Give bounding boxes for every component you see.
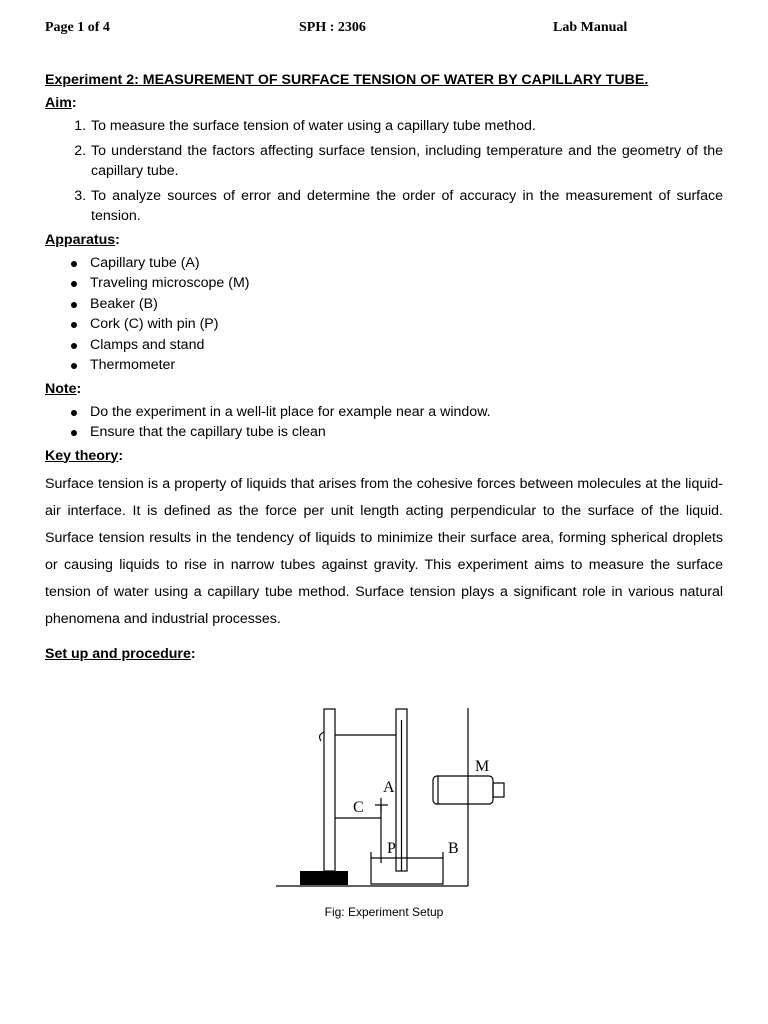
theory-paragraph: Surface tension is a property of liquids that arises from the cohesive forces between molecules at the liquid-air interface. It is defined as the force per unit length acting perpendicular to the surface of the liquid. Surface tension results in the tendency of liquids to minimize their surface area, forming spherical droplets or causing liquids to rise in narrow tubes against gravity. This experiment aims to measure the surface tension of water using a capillary tube method. Surface tension plays a significant role in various natural phenomena and industrial processes. [45, 475, 723, 627]
apparatus-item: Thermometer [90, 355, 723, 376]
theory-heading: Key theory: [45, 447, 124, 464]
label-m: M [475, 758, 490, 775]
apparatus-item: Clamps and stand [90, 335, 723, 356]
label-c: C [353, 799, 364, 816]
label-p: P [387, 840, 396, 857]
apparatus-heading: Apparatus: [45, 231, 120, 248]
aim-heading-text: Aim [45, 95, 72, 111]
traveling-microscope [433, 776, 493, 804]
experiment-title: Experiment 2: MEASUREMENT OF SURFACE TENSION OF WATER BY CAPILLARY TUBE. [45, 72, 649, 88]
apparatus-item: Beaker (B) [90, 294, 723, 315]
apparatus-item: Cork (C) with pin (P) [90, 314, 723, 335]
setup-heading: Set up and procedure: [45, 645, 196, 662]
apparatus-list [45, 253, 723, 376]
microscope-eyepiece [493, 783, 504, 797]
theory-heading-text: Key theory [45, 447, 119, 464]
label-b: B [448, 840, 459, 857]
page-number: Page 1 of 4 [45, 20, 110, 35]
experiment-setup-diagram [270, 700, 510, 900]
aim-item: 3. To analyze sources of error and determine the order of accuracy in the measurement of surface tension. [90, 186, 723, 227]
setup-heading-text: Set up and procedure [45, 645, 191, 662]
note-item: Ensure that the capillary tube is clean [90, 422, 723, 443]
stand-rod [324, 709, 335, 871]
apparatus-heading-text: Apparatus [45, 231, 116, 248]
aim-item: 1. To measure the surface tension of water using a capillary tube method. [90, 116, 723, 137]
figure-caption: Fig: Experiment Setup [324, 905, 444, 919]
note-item: Do the experiment in a well-lit place for example near a window. [90, 402, 723, 423]
clamp-hook [320, 732, 324, 741]
note-heading: Note: [45, 380, 82, 397]
note-list [45, 402, 723, 443]
stand-base [300, 871, 348, 885]
aim-item: 2. To understand the factors affecting surface tension, including temperature and the geometry of the capillary tube. [90, 141, 723, 182]
document-type: Lab Manual [553, 20, 628, 35]
aim-list [45, 116, 723, 227]
aim-heading: Aim: [45, 95, 77, 111]
note-heading-text: Note [45, 380, 77, 397]
apparatus-item: Capillary tube (A) [90, 253, 723, 274]
apparatus-item: Traveling microscope (M) [90, 273, 723, 294]
document-body [45, 70, 723, 664]
course-code: SPH : 2306 [299, 20, 366, 35]
label-a: A [383, 779, 395, 796]
